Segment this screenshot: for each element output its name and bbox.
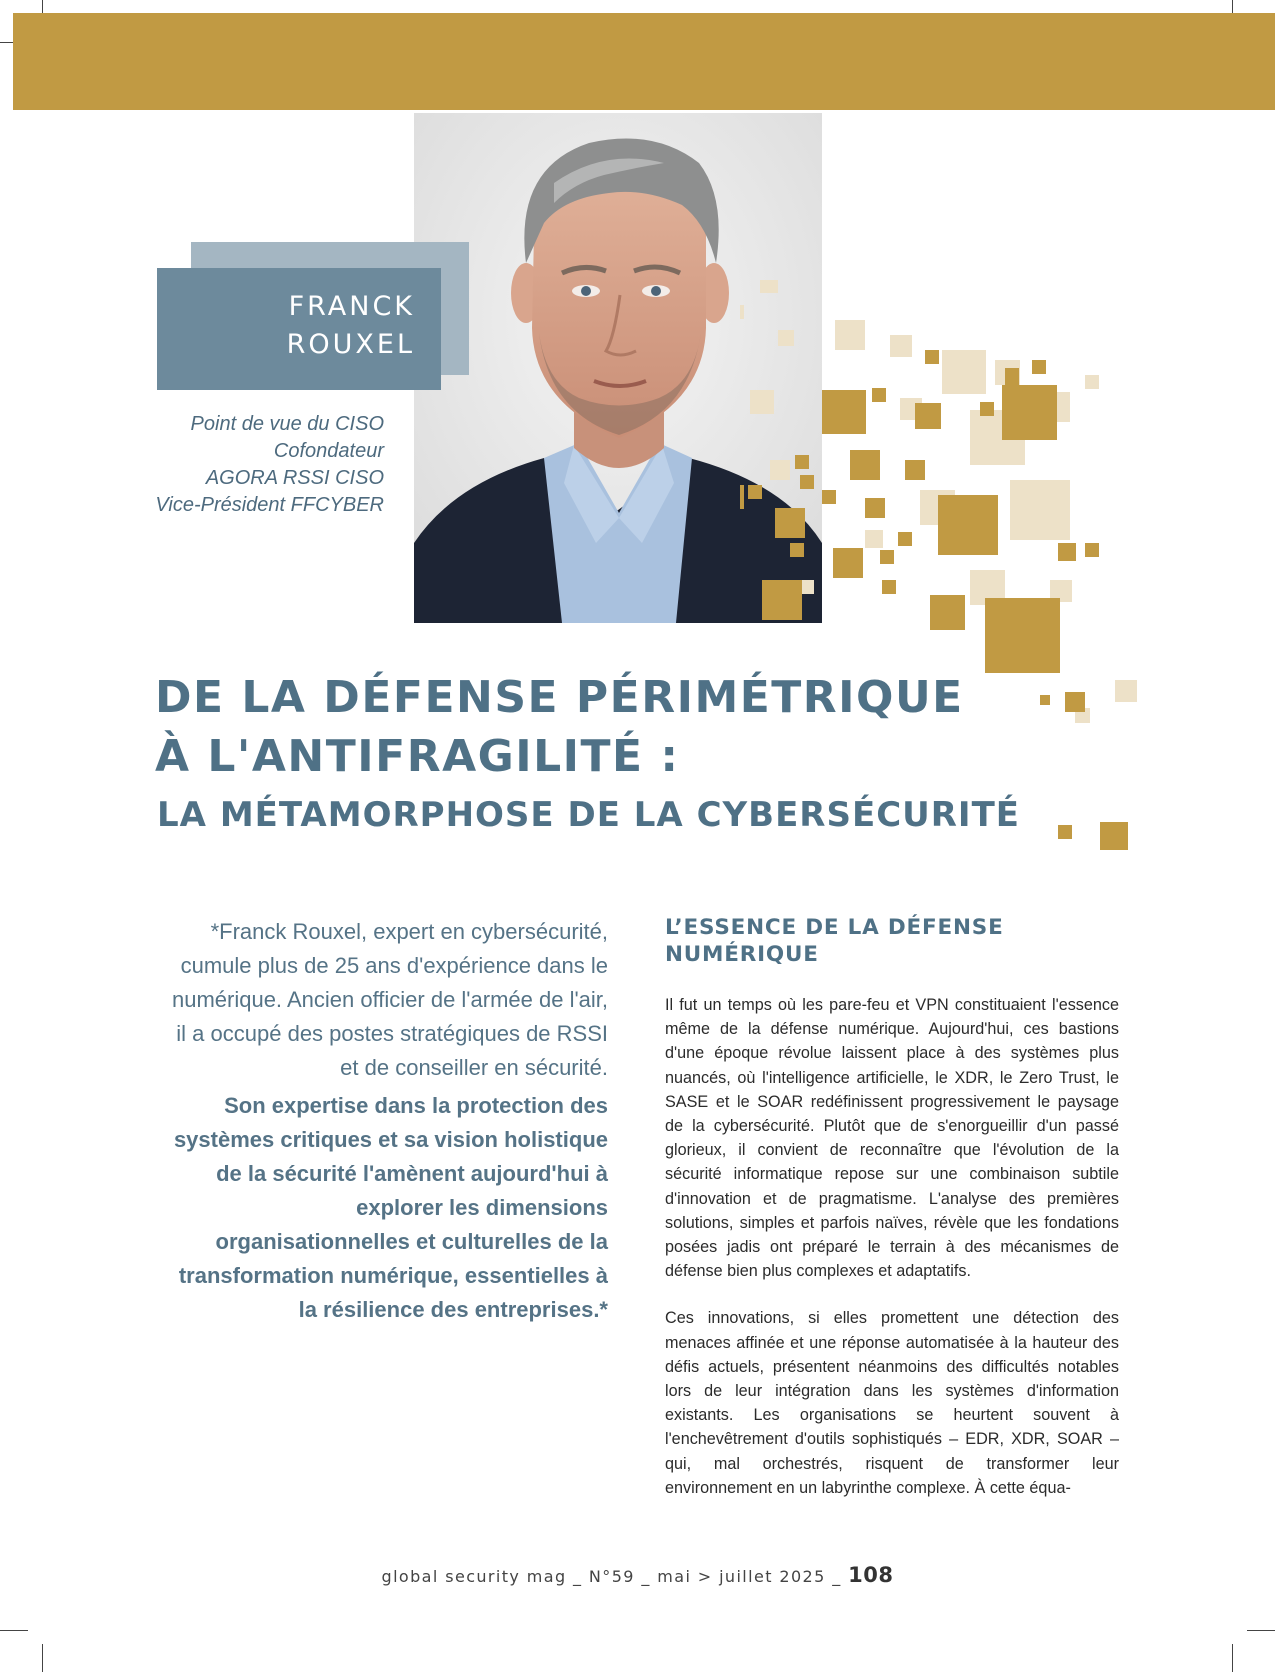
author-last-name: ROUXEL	[286, 329, 415, 360]
crop-mark	[42, 1644, 43, 1672]
author-intro	[160, 915, 608, 1331]
footer-issue: N°59	[588, 1567, 635, 1586]
role-line: Vice-Président FFCYBER	[155, 494, 384, 516]
footer-separator: _	[573, 1567, 589, 1586]
header-band	[13, 13, 1275, 110]
intro-bold: Son expertise dans la protection des systèmes critiques et sa vision holistique de la sécurité l'amènent aujourd'hui à explorer les dimensions organisationnelles et culturelles de la transformation numérique, essentielles à la résilience des entreprises.*	[173, 1093, 608, 1322]
section-title-line1: L’ESSENCE DE LA DÉFENSE	[665, 915, 1004, 940]
crop-mark	[0, 1630, 28, 1631]
article-body	[665, 993, 1119, 1523]
headline	[155, 668, 1105, 786]
intro-regular: *Franck Rouxel, expert en cybersécurité, cumule plus de 25 ans d'expérience dans le numérique. Ancien officier de l'armée de l'air, il a occupé des postes stratégiques de RSSI et de conseiller en sécurité.	[171, 919, 608, 1080]
role-line: AGORA RSSI CISO	[205, 467, 384, 489]
headline-line1: DE LA DÉFENSE PÉRIMÉTRIQUE	[155, 672, 964, 723]
footer-separator: _	[641, 1567, 658, 1586]
footer-separator: _	[832, 1567, 849, 1586]
article-paragraph: Ces innovations, si elles promettent une détection des menaces affinée et une réponse automatisée à la hauteur des défis actuels, présentent néanmoins des difficultés notables lors de leur intégration dans les systèmes d'information existants. Les organisations se heurtent souvent à l'enchevêtrement d'outils sophistiqués – EDR, XDR, SOAR – qui, mal orchestrés, risquent de transformer leur environnement en un labyrinthe complexe. À cette équa-	[665, 1309, 1119, 1497]
crop-mark	[1232, 1644, 1233, 1672]
crop-mark	[1247, 1630, 1275, 1631]
author-first-name: FRANCK	[288, 291, 415, 322]
footer-period: mai > juillet 2025	[657, 1567, 826, 1586]
headline-subtitle: LA MÉTAMORPHOSE DE LA CYBERSÉCURITÉ	[157, 795, 1021, 835]
role-line: Point de vue du CISO	[190, 413, 384, 435]
article-paragraph: Il fut un temps où les pare-feu et VPN constituaient l'essence même de la défense numérique. Aujourd'hui, ces bastions d'une époque révolue laissent place à des systèmes plus nuancés, où l'intelligence artificielle, le XDR, le Zero Trust, le SASE et le SOAR redéfinissent progressivement le paysage de la cybersécurité. Plutôt que de s'enorgueillir d'un passé glorieux, il convient de reconnaître que l'évolution de la sécurité informatique repose sur une combinaison subtile d'innovation et de pragmatisme. L'analyse des premières solutions, simples et parfois naïves, révèle que les fondations posées jadis ont préparé le terrain à des mécanismes de défense bien plus complexes et adaptatifs.	[665, 996, 1119, 1281]
role-line: Cofondateur	[273, 440, 384, 462]
headline-line2: À L'ANTIFRAGILITÉ :	[155, 731, 680, 782]
footer-magazine: global security mag	[381, 1567, 567, 1586]
author-roles	[80, 411, 384, 519]
section-title	[665, 914, 1085, 968]
author-name	[157, 288, 415, 364]
page-number: 108	[848, 1563, 894, 1587]
section-title-line2: NUMÉRIQUE	[665, 942, 819, 967]
page-footer	[0, 1563, 1275, 1587]
